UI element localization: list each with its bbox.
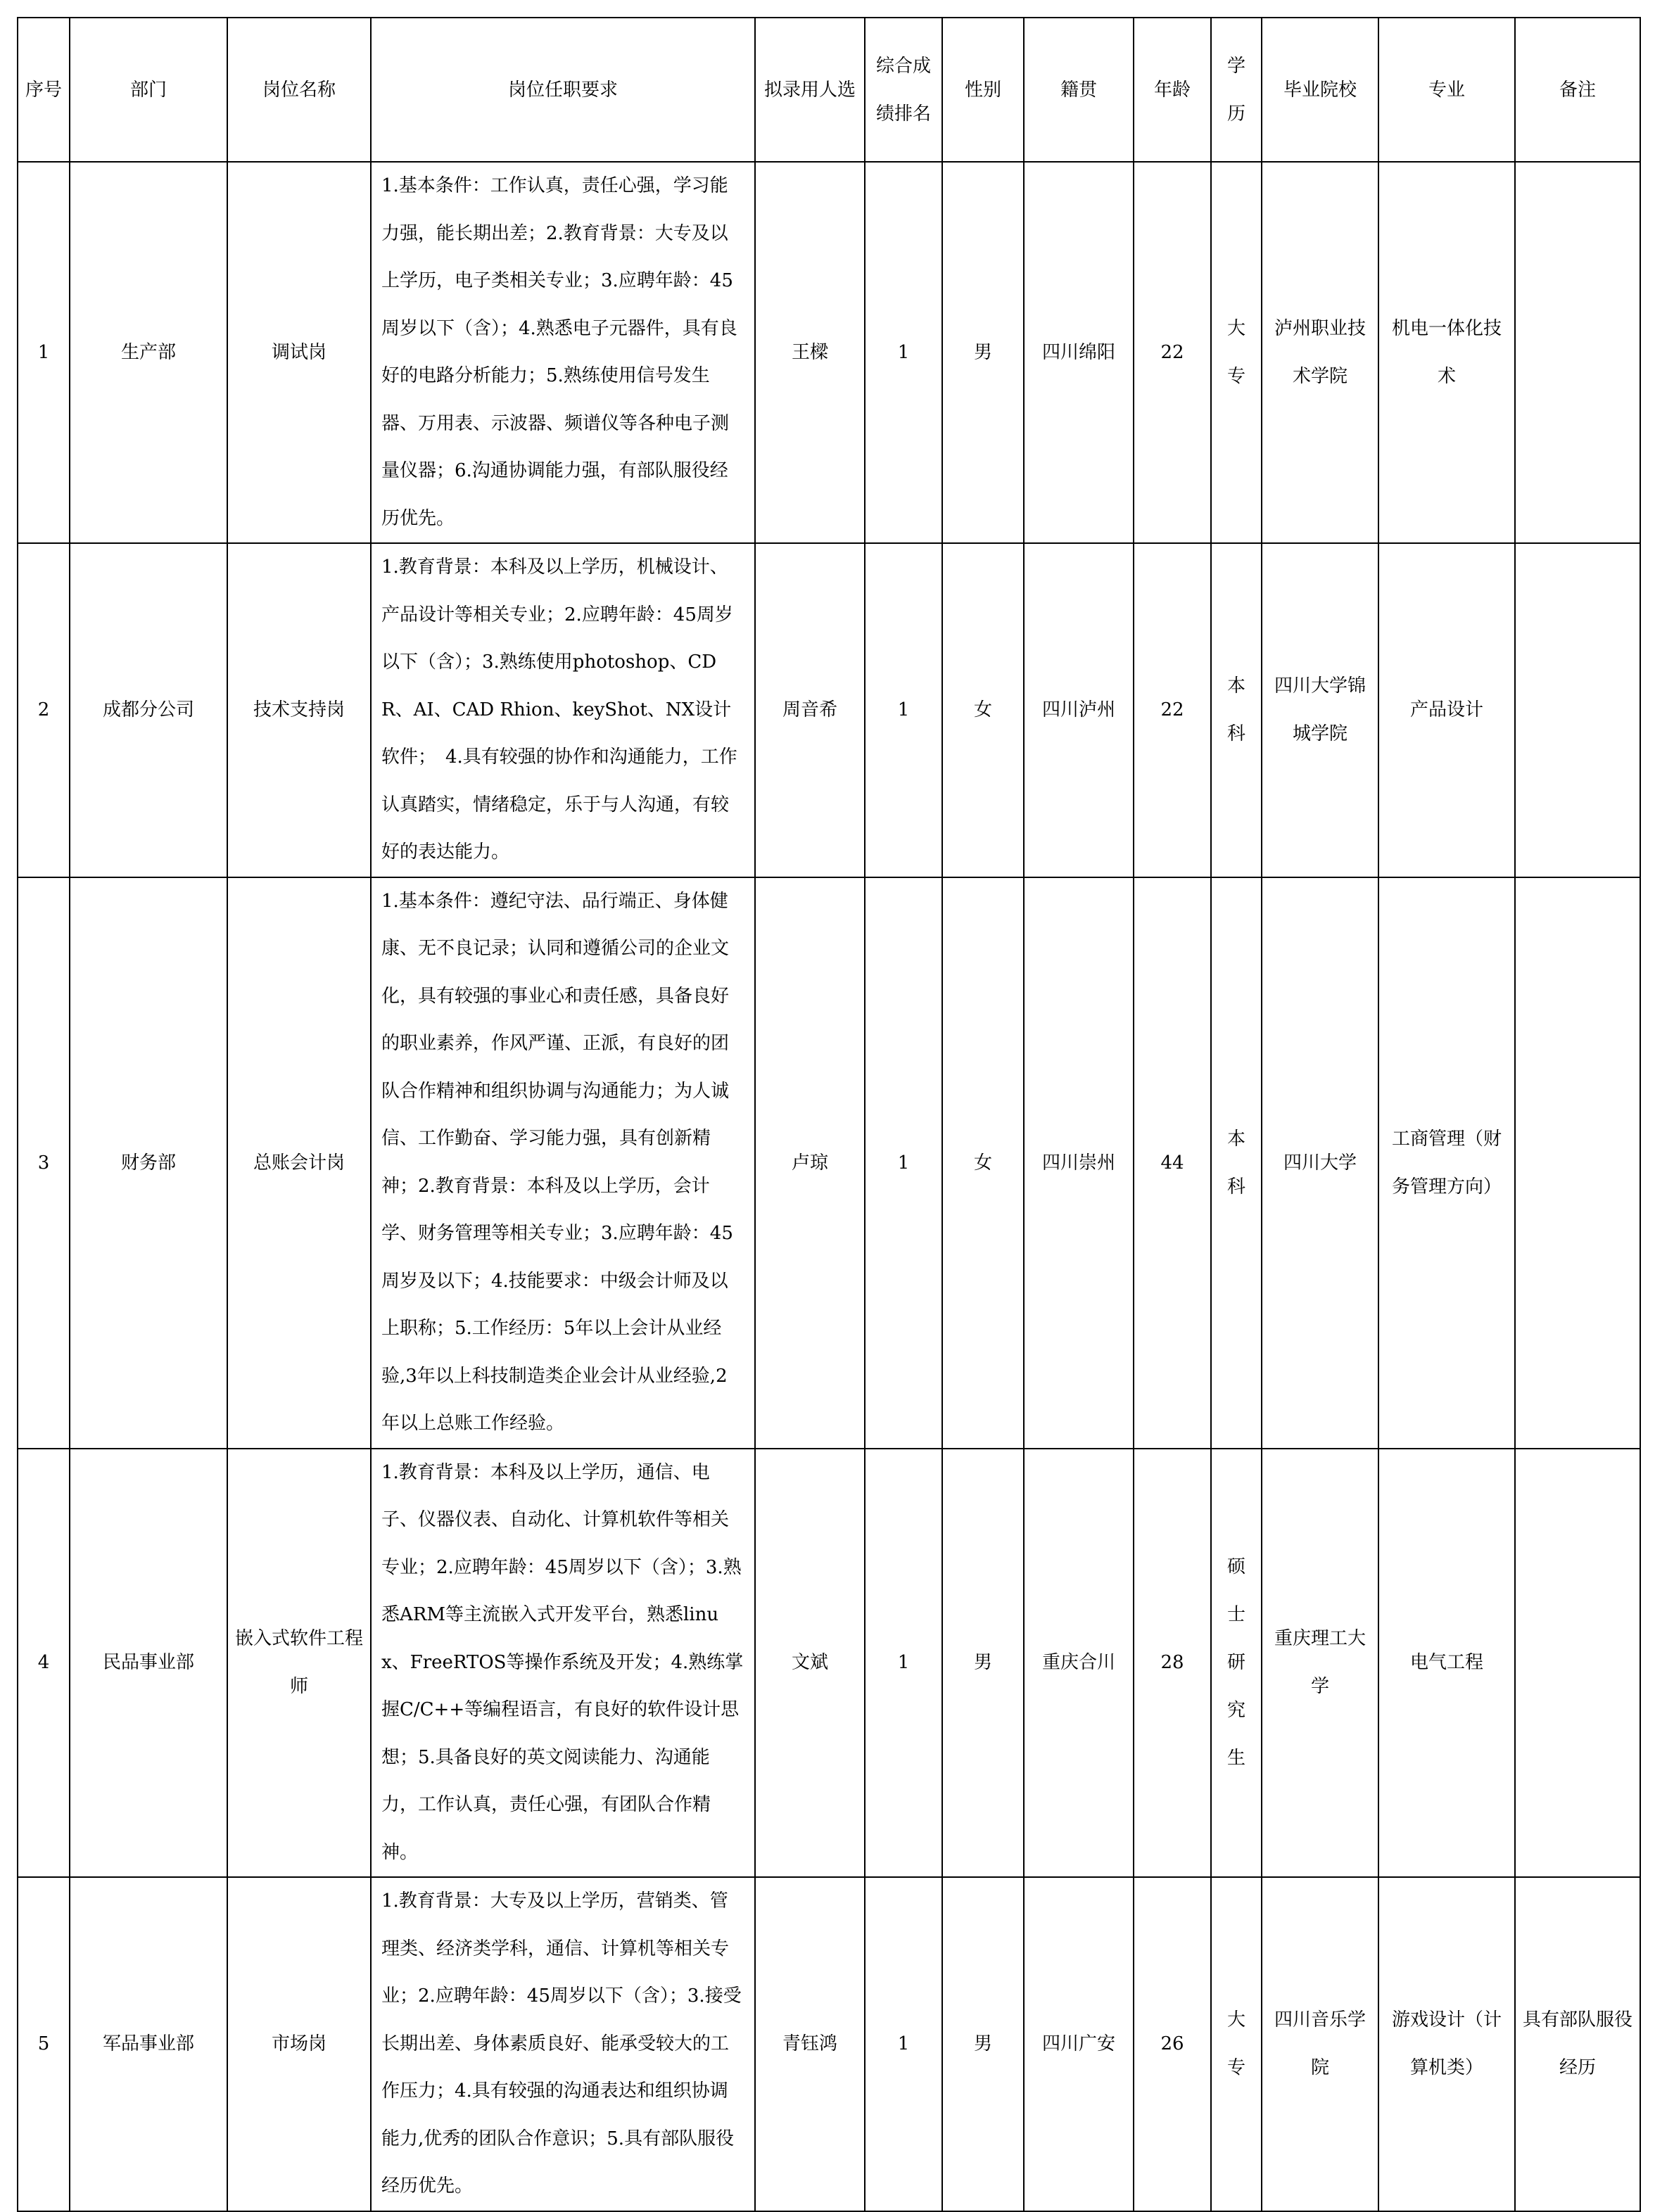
cell-age: 22 [1134,543,1211,877]
cell-hometown: 重庆合川 [1024,1449,1134,1878]
cell-major: 产品设计 [1378,543,1515,877]
cell-school: 重庆理工大学 [1262,1449,1378,1878]
cell-remarks [1515,162,1640,543]
cell-gender: 男 [942,1449,1024,1878]
cell-education: 大专 [1211,162,1262,543]
cell-requirements: 1.教育背景：大专及以上学历，营销类、管理类、经济类学科，通信、计算机等相关专业；2.应聘年龄：45周岁以下（含）；3.接受长期出差、身体素质良好、能承受较大的工作压力；4.具有较强的沟通表达和组织协调能力,优秀的团队合作意识；5.具有部队服役经历优先。 [371,1877,755,2211]
cell-candidate: 卢琼 [755,877,865,1449]
cell-requirements: 1.基本条件：遵纪守法、品行端正、身体健康、无不良记录；认同和遵循公司的企业文化，具有较强的事业心和责任感，具备良好的职业素养，作风严谨、正派，有良好的团队合作精神和组织协调与沟通能力；为人诚信、工作勤奋、学习能力强，具有创新精神；2.教育背景：本科及以上学历，会计学、财务管理等相关专业；3.应聘年龄：45周岁及以下；4.技能要求：中级会计师及以上职称；5.工作经历：5年以上会计从业经验,3年以上科技制造类企业会计从业经验,2年以上总账工作经验。 [371,877,755,1449]
cell-remarks [1515,543,1640,877]
cell-gender: 女 [942,877,1024,1449]
cell-position: 技术支持岗 [227,543,371,877]
header-age: 年龄 [1134,18,1211,162]
header-candidate: 拟录用人选 [755,18,865,162]
cell-education: 大专 [1211,1877,1262,2211]
cell-education: 本科 [1211,877,1262,1449]
table-header-row [18,18,1640,162]
cell-school: 四川大学 [1262,877,1378,1449]
cell-no: 4 [18,1449,70,1878]
table-row [18,543,1640,877]
cell-dept: 军品事业部 [70,1877,227,2211]
header-rank: 综合成绩排名 [865,18,942,162]
cell-age: 26 [1134,1877,1211,2211]
table-row [18,162,1640,543]
cell-candidate: 青钰鸿 [755,1877,865,2211]
cell-age: 22 [1134,162,1211,543]
table-row [18,1449,1640,1878]
cell-rank: 1 [865,162,942,543]
cell-candidate: 王樑 [755,162,865,543]
cell-no: 5 [18,1877,70,2211]
cell-major: 游戏设计（计算机类） [1378,1877,1515,2211]
cell-dept: 成都分公司 [70,543,227,877]
cell-no: 1 [18,162,70,543]
cell-hometown: 四川绵阳 [1024,162,1134,543]
cell-hometown: 四川广安 [1024,1877,1134,2211]
cell-gender: 男 [942,162,1024,543]
cell-position: 调试岗 [227,162,371,543]
cell-gender: 男 [942,1877,1024,2211]
header-education: 学历 [1211,18,1262,162]
recruitment-table [17,17,1641,2212]
cell-remarks: 具有部队服役经历 [1515,1877,1640,2211]
cell-major: 机电一体化技术 [1378,162,1515,543]
cell-remarks [1515,1449,1640,1878]
cell-candidate: 周音希 [755,543,865,877]
cell-education: 硕士研究生 [1211,1449,1262,1878]
cell-dept: 生产部 [70,162,227,543]
cell-position: 市场岗 [227,1877,371,2211]
header-gender: 性别 [942,18,1024,162]
cell-major: 工商管理（财务管理方向） [1378,877,1515,1449]
cell-major: 电气工程 [1378,1449,1515,1878]
header-dept: 部门 [70,18,227,162]
cell-hometown: 四川崇州 [1024,877,1134,1449]
cell-gender: 女 [942,543,1024,877]
cell-dept: 民品事业部 [70,1449,227,1878]
cell-requirements: 1.基本条件：工作认真，责任心强，学习能力强，能长期出差；2.教育背景：大专及以上学历，电子类相关专业；3.应聘年龄：45周岁以下（含）；4.熟悉电子元器件，具有良好的电路分析能力；5.熟练使用信号发生器、万用表、示波器、频谱仪等各种电子测量仪器；6.沟通协调能力强，有部队服役经历优先。 [371,162,755,543]
cell-hometown: 四川泸州 [1024,543,1134,877]
cell-requirements: 1.教育背景：本科及以上学历，通信、电子、仪器仪表、自动化、计算机软件等相关专业；2.应聘年龄：45周岁以下（含）；3.熟悉ARM等主流嵌入式开发平台，熟悉linux、FreeRTOS等操作系统及开发；4.熟练掌握C/C++等编程语言，有良好的软件设计思想；5.具备良好的英文阅读能力、沟通能力，工作认真，责任心强，有团队合作精神。 [371,1449,755,1878]
cell-no: 3 [18,877,70,1449]
header-position: 岗位名称 [227,18,371,162]
cell-rank: 1 [865,1877,942,2211]
header-school: 毕业院校 [1262,18,1378,162]
cell-requirements: 1.教育背景：本科及以上学历，机械设计、产品设计等相关专业；2.应聘年龄：45周岁以下（含）；3.熟练使用photoshop、CDR、AI、CAD Rhion、keyShot、NX设计软件； 4.具有较强的协作和沟通能力，工作认真踏实，情绪稳定，乐于与人沟通，有较好的表达能力。 [371,543,755,877]
cell-dept: 财务部 [70,877,227,1449]
cell-school: 四川音乐学院 [1262,1877,1378,2211]
cell-remarks [1515,877,1640,1449]
cell-no: 2 [18,543,70,877]
header-remarks: 备注 [1515,18,1640,162]
header-requirements: 岗位任职要求 [371,18,755,162]
header-major: 专业 [1378,18,1515,162]
cell-school: 泸州职业技术学院 [1262,162,1378,543]
cell-education: 本科 [1211,543,1262,877]
table-row [18,1877,1640,2211]
cell-rank: 1 [865,877,942,1449]
cell-rank: 1 [865,543,942,877]
cell-age: 44 [1134,877,1211,1449]
cell-position: 嵌入式软件工程师 [227,1449,371,1878]
cell-school: 四川大学锦城学院 [1262,543,1378,877]
cell-age: 28 [1134,1449,1211,1878]
header-no: 序号 [18,18,70,162]
cell-rank: 1 [865,1449,942,1878]
cell-position: 总账会计岗 [227,877,371,1449]
header-hometown: 籍贯 [1024,18,1134,162]
cell-candidate: 文斌 [755,1449,865,1878]
table-row [18,877,1640,1449]
